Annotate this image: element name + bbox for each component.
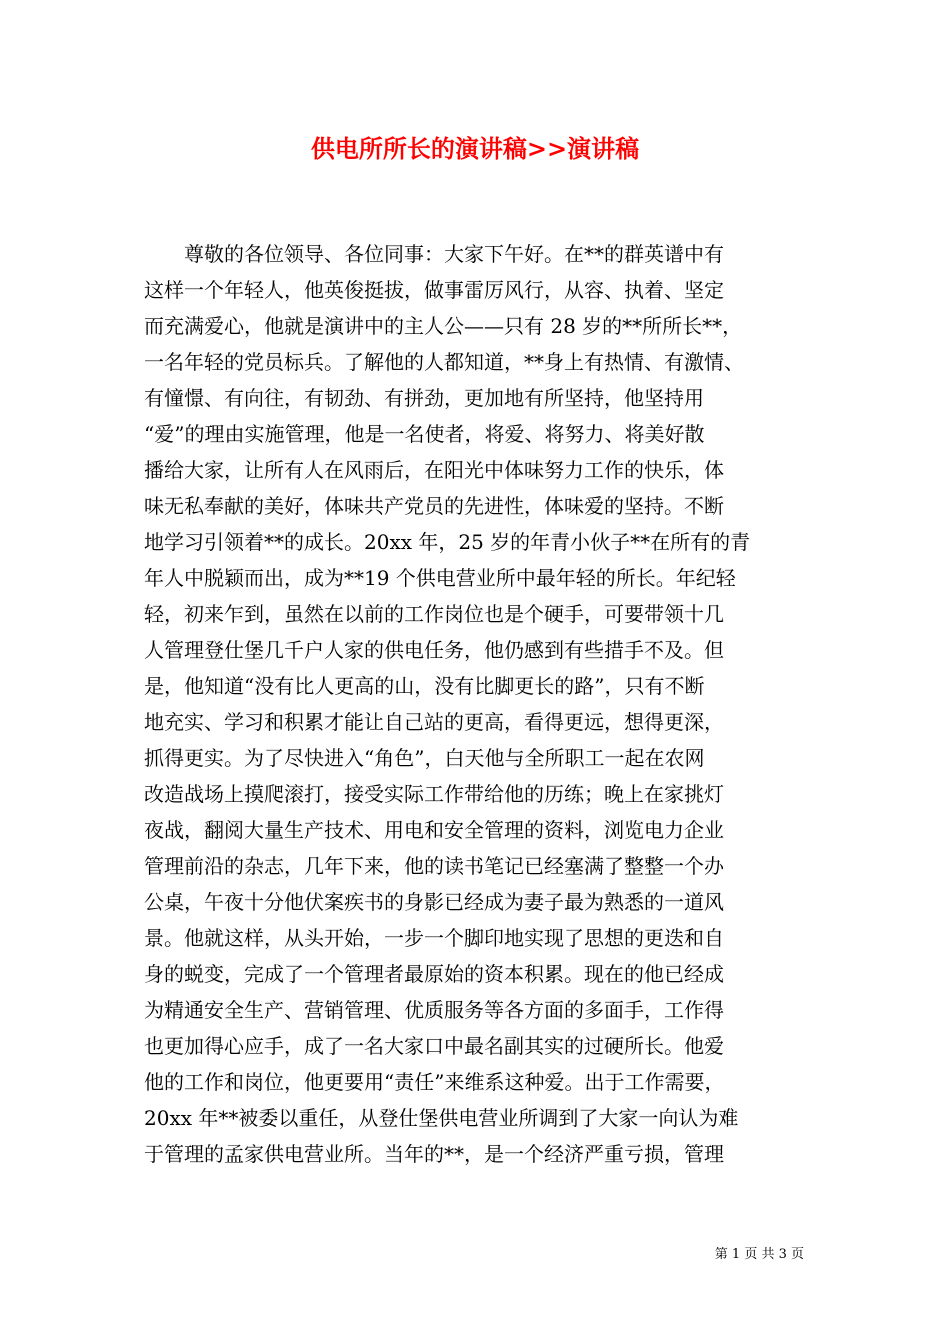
text-line: 为精通安全生产、营销管理、优质服务等各方面的多面手，工作得 — [144, 998, 724, 1022]
text-line: 人管理登仕堡几千户人家的供电任务，他仍感到有些措手不及。但 — [144, 638, 724, 662]
text-line: 公桌，午夜十分他伏案疾书的身影已经成为妻子最为熟悉的一道风 — [144, 890, 724, 914]
text-line: 轻，初来乍到，虽然在以前的工作岗位也是个硬手，可要带领十几 — [144, 602, 724, 626]
text-line: 抓得更实。为了尽快进入“角色”，白天他与全所职工一起在农网 — [144, 746, 705, 770]
text-line: 管理前沿的杂志，几年下来，他的读书笔记已经塞满了整整一个办 — [144, 854, 724, 878]
text-line: 于管理的孟家供电营业所。当年的**，是一个经济严重亏损，管理 — [144, 1142, 724, 1166]
document-title: 供电所所长的演讲稿>>演讲稿 — [310, 134, 640, 163]
text-line: 这样一个年轻人，他英俊挺拔，做事雷厉风行，从容、执着、坚定 — [144, 278, 724, 302]
text-line: 而充满爱心，他就是演讲中的主人公——只有 28 岁的**所所长**， — [144, 314, 743, 338]
page-number: 第 1 页 共 3 页 — [714, 1247, 804, 1262]
text-line: 尊敬的各位领导、各位同事：大家下午好。在**的群英谱中有 — [144, 242, 724, 266]
text-line: 播给大家，让所有人在风雨后，在阳光中体味努力工作的快乐，体 — [144, 458, 724, 482]
text-line: 是，他知道“没有比人更高的山，没有比脚更长的路”，只有不断 — [144, 674, 705, 698]
body-paragraph — [144, 236, 808, 1172]
text-line: 他的工作和岗位，他更要用“责任”来维系这种爱。出于工作需要， — [144, 1070, 725, 1094]
text-line: 一名年轻的党员标兵。了解他的人都知道，**身上有热情、有激情、 — [144, 350, 744, 374]
text-line: 身的蜕变，完成了一个管理者最原始的资本积累。现在的他已经成 — [144, 962, 724, 986]
text-line: “爱”的理由实施管理，他是一名使者，将爱、将努力、将美好散 — [144, 422, 705, 446]
text-line: 改造战场上摸爬滚打，接受实际工作带给他的历练；晚上在家挑灯 — [144, 782, 724, 806]
text-line: 夜战，翻阅大量生产技术、用电和安全管理的资料，浏览电力企业 — [144, 818, 724, 842]
text-line: 有憧憬、有向往，有韧劲、有拼劲，更加地有所坚持，他坚持用 — [144, 386, 704, 410]
text-line: 景。他就这样，从头开始，一步一个脚印地实现了思想的更迭和自 — [144, 926, 724, 950]
text-line: 地充实、学习和积累才能让自己站的更高，看得更远，想得更深， — [144, 710, 724, 734]
text-line: 味无私奉献的美好，体味共产党员的先进性，体味爱的坚持。不断 — [144, 494, 724, 518]
text-line: 也更加得心应手，成了一名大家口中最名副其实的过硬所长。他爱 — [144, 1034, 724, 1058]
text-line: 地学习引领着**的成长。20xx 年，25 岁的年青小伙子**在所有的青 — [144, 530, 751, 554]
text-line: 年人中脱颖而出，成为**19 个供电营业所中最年轻的所长。年纪轻 — [144, 566, 736, 590]
text-line: 20xx 年**被委以重任，从登仕堡供电营业所调到了大家一向认为难 — [144, 1106, 739, 1130]
